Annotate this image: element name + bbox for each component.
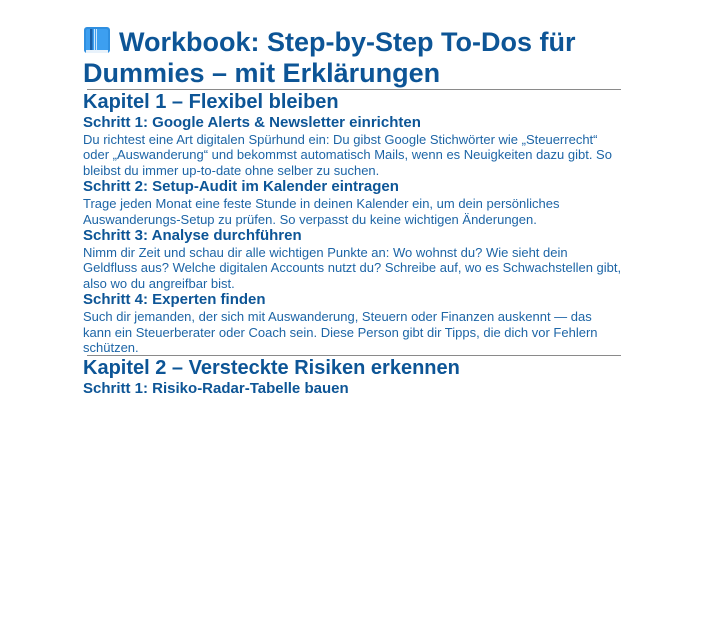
section-divider [87, 355, 621, 356]
section-divider [87, 89, 621, 90]
step-heading: Schritt 2: Setup-Audit im Kalender eintragen [83, 178, 399, 196]
document-page [83, 0, 623, 398]
chapter-heading: Kapitel 1 – Flexibel bleiben [83, 91, 339, 113]
step-description: Nimm dir Zeit und schau dir alle wichtigen Punkte an: Wo wohnst du? Wie sieht dein Geldfluss aus? Welche digitalen Accounts nutzt du? Schreibe auf, wo es Schwachstellen gibt, also wo du angreifbar bist. [83, 245, 622, 291]
step-description: Such dir jemanden, der sich mit Auswanderung, Steuern oder Finanzen auskennt — das kann ein Steuerberater oder Coach sein. Diese Person gibt dir Tipps, die dich vor Fehlern schützen. [83, 309, 598, 356]
step-heading: Schritt 4: Experten finden [83, 291, 266, 309]
step-heading: Schritt 1: Risiko-Radar-Tabelle bauen [83, 380, 349, 398]
chapter-heading: Kapitel 2 – Versteckte Risiken erkennen [83, 357, 460, 380]
step-heading: Schritt 3: Analyse durchführen [83, 227, 302, 245]
step-description: Trage jeden Monat eine feste Stunde in deinen Kalender ein, um dein persönliches Auswanderungs-Setup zu prüfen. So verpasst du keine wichtigen Änderungen. [83, 196, 560, 227]
step-description: Du richtest eine Art digitalen Spürhund ein: Du gibst Google Stichwörter wie „Steuerrecht“ oder „Auswanderung“ und bekommst automatisch Mails, wenn es Neuigkeiten dazu gibt. So bleibst du immer up-to-date ohne selber zu suchen. [83, 132, 612, 178]
document-title [83, 26, 623, 89]
blue-book-icon [83, 26, 111, 54]
document-title-text: Workbook: Step-by-Step To-Dos für Dummies – mit Erklärungen [83, 27, 576, 88]
step-heading: Schritt 1: Google Alerts & Newsletter einrichten [83, 114, 421, 131]
